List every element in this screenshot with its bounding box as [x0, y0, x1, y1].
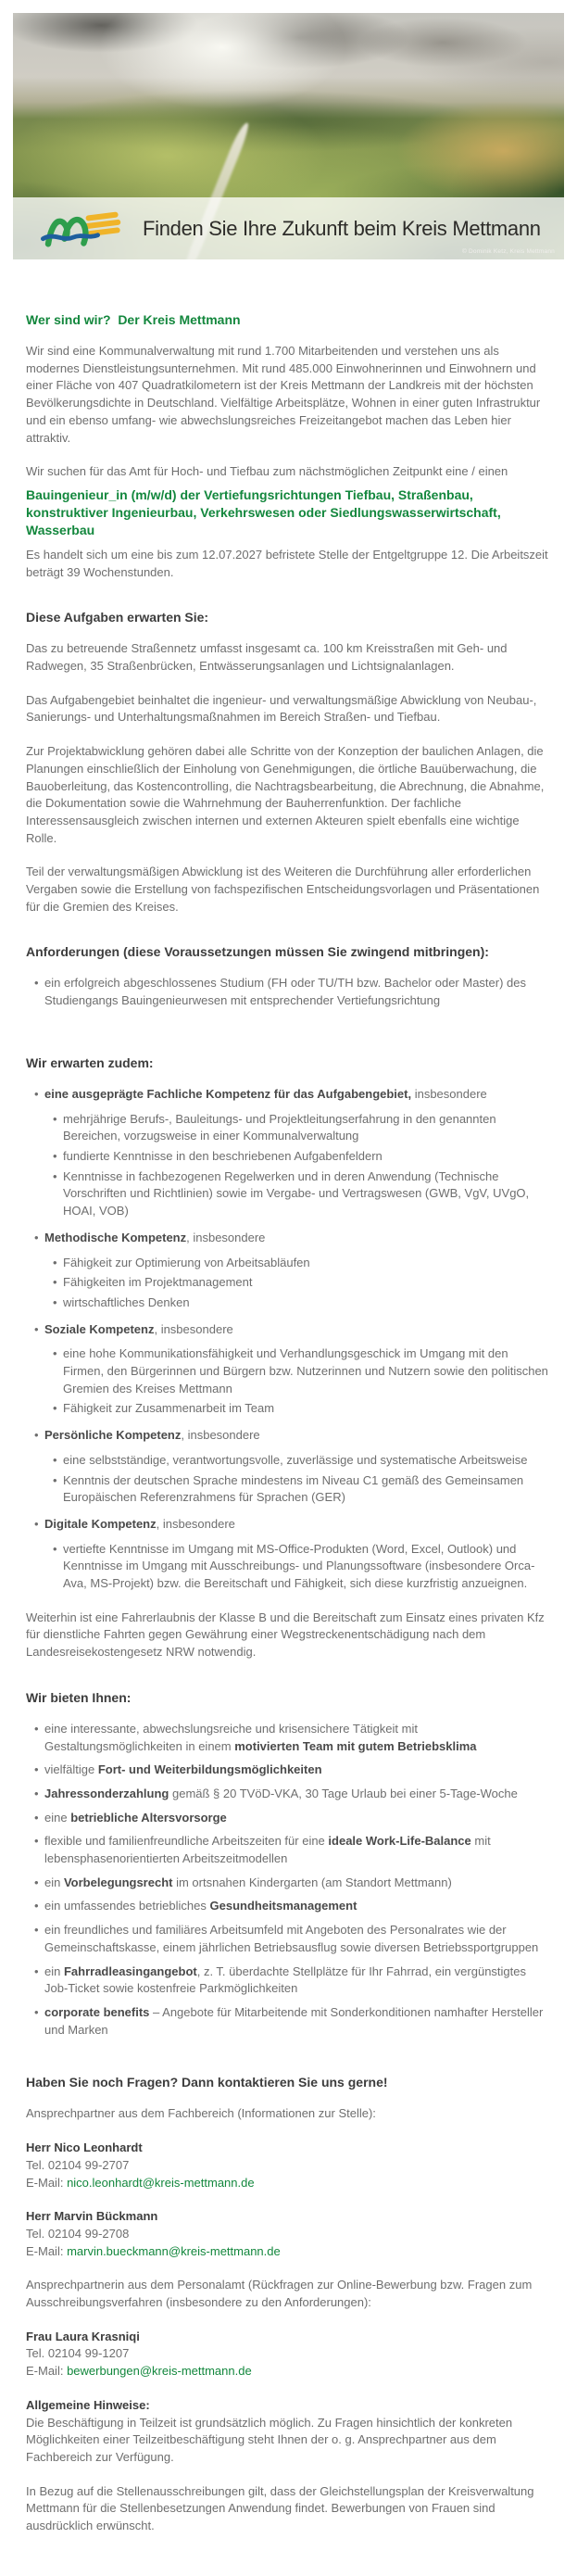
sub-list — [44, 1111, 549, 1220]
contact-email-line — [26, 2175, 549, 2192]
section-heading-expectations: Wir erwarten zudem: — [26, 1054, 154, 1070]
competency-rest: , insbesondere — [186, 1230, 266, 1244]
list-item: • eine hohe Kommunikationsfähigkeit und Verhandlungsgeschick im Umgang mit den Firmen, den Bürgerinnen und Bürgern bzw. Nutzerinnen und Nutzern sowie den politischen Gremien des Kreises Mettmann — [53, 1345, 549, 1397]
benefit-bold: Gesundheitsmanagement — [209, 1899, 357, 1913]
notes-heading: Allgemeine Hinweise: — [26, 2397, 150, 2412]
hero-tagline: Finden Sie Ihre Zukunft beim Kreis Mettmann — [143, 216, 541, 240]
list-item — [34, 1964, 549, 1998]
benefit-pre: flexible und familienfreundliche Arbeitszeiten für eine — [44, 1834, 329, 1849]
email-link[interactable]: nico.leonhardt@kreis-mettmann.de — [67, 2175, 255, 2190]
list-item — [34, 1762, 549, 1779]
list-item — [34, 1321, 549, 1419]
competency-rest: , insbesondere — [181, 1428, 260, 1443]
competency-rest: , insbesondere — [154, 1321, 233, 1336]
contact-person — [26, 2208, 549, 2260]
section-heading-requirements: Anforderungen (diese Voraussetzungen müssen Sie zwingend mitbringen): — [26, 944, 489, 960]
contact-intro-department: Ansprechpartner aus dem Fachbereich (Informationen zur Stelle): — [26, 2106, 376, 2121]
photo-credit: © Dominik Ketz, Kreis Mettmann — [461, 248, 555, 255]
notes-paragraph: Die Beschäftigung in Teilzeit ist grundsätzlich möglich. Zu Fragen hinsichtlich der konkreten Möglichkeiten einer Teilzeitbeschäftigung steht Ihnen der o. g. Ansprechpartner aus dem Fachbereich zur Verfügung. — [26, 2415, 513, 2464]
email-label: E-Mail: — [26, 2364, 68, 2379]
competency-title: Persönliche Kompetenz — [44, 1428, 182, 1443]
contact-name: Herr Marvin Bückmann — [26, 2209, 158, 2224]
contact-phone: Tel. 02104 99-1207 — [26, 2346, 130, 2361]
sub-list — [44, 1345, 549, 1418]
list-item: • Fähigkeiten im Projektmanagement — [53, 1274, 549, 1292]
benefit-post: gemäß § 20 TVöD-VKA, 30 Tage Urlaub bei einer 5-Tage-Woche — [169, 1786, 518, 1800]
list-item — [34, 1922, 549, 1956]
email-link[interactable]: marvin.bueckmann@kreis-mettmann.de — [67, 2243, 281, 2258]
benefit-pre: ein umfassendes betriebliches — [44, 1899, 210, 1913]
kreis-mettmann-logo — [41, 207, 130, 250]
benefit-bold: Fort- und Weiterbildungsmöglichkeiten — [97, 1762, 322, 1777]
competency-rest: , insbesondere — [156, 1516, 235, 1531]
tasks-paragraph: Zur Projektabwicklung gehören dabei alle Schritte von der Konzeption der baulichen Anlagen, die Planungen einschließlich der Einholung von Genehmigungen, die örtliche Bauüberwachung, die Bauoberleitung, das Kostencontrolling, die Nachtragsbearbeitung, die Abrechnung, die Abnahme, die Dokumentation sowie die Wahrnehmung der Bauherrenfunktion. Der fachliche Interessensausgleich zwischen internen und externen Akteuren spielt ebenfalls eine wichtige Rolle. — [26, 744, 545, 845]
benefit-pre: ein — [44, 1964, 64, 1978]
benefit-bold: corporate benefits — [44, 2005, 150, 2019]
contact-email-line — [26, 2243, 549, 2261]
job-title: Bauingenieur_in (m/w/d) der Vertiefungsrichtungen Tiefbau, Straßenbau, konstruktiver Ingenieurbau, Verkehrswesen oder Siedlungswasserwirtschaft, Wasserbau — [26, 486, 501, 537]
benefit-bold: ideale Work-Life-Balance — [328, 1834, 471, 1849]
list-item: • fundierte Kenntnisse in den beschriebenen Aufgabenfeldern — [53, 1148, 549, 1166]
list-item: • Fähigkeit zur Optimierung von Arbeitsabläufen — [53, 1255, 549, 1272]
benefit-bold: Jahressonderzahlung — [44, 1786, 169, 1800]
section-heading-tasks: Diese Aufgaben erwarten Sie: — [26, 610, 209, 625]
list-item — [34, 1786, 549, 1803]
tasks-paragraph: Teil der verwaltungsmäßigen Abwicklung ist des Weiteren die Durchführung aller erforderlichen Vergaben sowie die Erstellung von fachspezifischen Entscheidungsvorlagen und Präsentationen für die Gremien des Kreises. — [26, 865, 540, 914]
search-paragraph: Wir suchen für das Amt für Hoch- und Tiefbau zum nächstmöglichen Zeitpunkt eine / einen — [26, 464, 508, 479]
notes-paragraph: In Bezug auf die Stellenausschreibungen gilt, dass der Gleichstellungsplan der Kreisverwaltung Mettmann für die Stellenbesetzungen Anwendung findet. Bewerbungen von Frauen sind ausdrücklich erwünscht. — [26, 2483, 534, 2533]
list-item — [34, 1875, 549, 1892]
list-item: • mehrjährige Berufs-, Bauleitungs- und Projektleitungserfahrung in den genannten Bereichen, vorzugsweise in einer Kommunalverwaltung — [53, 1111, 549, 1145]
benefit-pre: eine interessante, abwechslungsreiche und krisensichere Tätigkeit mit Gestaltungsmöglichkeiten in einem — [44, 1721, 418, 1753]
list-item: • vertiefte Kenntnisse im Umgang mit MS-Office-Produkten (Word, Excel, Outlook) und Kenntnisse im Umgang mit Ausschreibungs- und Planungssoftware (insbesondere Orca-Ava, MS-Projekt) bzw. die Bereitschaft und Fähigkeit, sich diese kurzfristig anzueignen. — [53, 1541, 549, 1593]
list-item — [34, 1230, 549, 1312]
sub-list — [44, 1255, 549, 1312]
list-item — [34, 1086, 549, 1220]
list-item: • eine selbstständige, verantwortungsvolle, zuverlässige und systematische Arbeitsweise — [53, 1452, 549, 1470]
benefit-post: im ortsnahen Kindergarten (am Standort Mettmann) — [172, 1875, 452, 1889]
section-heading-contact: Haben Sie noch Fragen? Dann kontaktieren Sie uns gerne! — [26, 2075, 388, 2090]
contact-name: Frau Laura Krasniqi — [26, 2329, 140, 2343]
benefit-bold: Vorbelegungsrecht — [63, 1875, 173, 1889]
job-posting-page — [0, 13, 577, 2576]
hero-photo — [13, 13, 564, 259]
list-item — [34, 1516, 549, 1593]
benefits-list — [26, 1721, 549, 2039]
contact-person — [26, 2329, 549, 2380]
list-item: • Kenntnis der deutschen Sprache mindestens im Niveau C1 gemäß des Gemeinsamen Europäischen Referenzrahmens für Sprachen (GER) — [53, 1472, 549, 1507]
list-item — [34, 1721, 549, 1755]
benefit-pre: ein freundliches und familiäres Arbeitsumfeld mit Angeboten des Personalrates wie der Gemeinschaftskasse, einem jährlichen Betriebsausflug sowie diversen Betriebssportgruppen — [44, 1923, 539, 1954]
driving-license-paragraph: Weiterhin ist eine Fahrerlaubnis der Klasse B und die Bereitschaft zum Einsatz eines privaten Kfz für dienstliche Fahrten gegen Gewährung einer Wegstreckenentschädigung nach dem Landesreisekostengesetz NRW notwendig. — [26, 1610, 545, 1660]
requirements-list — [26, 975, 549, 1009]
email-label: E-Mail: — [26, 2243, 68, 2258]
contact-person — [26, 2140, 549, 2191]
benefit-pre: vielfältige — [44, 1762, 98, 1777]
competency-rest: insbesondere — [411, 1086, 487, 1101]
tasks-paragraph: Das zu betreuende Straßennetz umfasst insgesamt ca. 100 km Kreisstraßen mit Geh- und Radwegen, 35 Straßenbrücken, Entwässerungsanlagen und Lichtsignalanlagen. — [26, 641, 508, 674]
competency-title: Soziale Kompetenz — [44, 1321, 155, 1336]
section-heading-who-we-are: Wer sind wir? Der Kreis Mettmann — [26, 312, 241, 327]
benefit-post: , z. T. überdachte Stellplätze für Ihr Fahrrad, ein vergünstigtes Job-Ticket sowie kostenfreie Parkmöglichkeiten — [44, 1964, 526, 1996]
sub-list — [44, 1541, 549, 1593]
benefit-post: mit lebensphasenorientierten Arbeitszeitmodellen — [44, 1834, 491, 1866]
benefit-bold: betriebliche Altersvorsorge — [70, 1810, 227, 1825]
contract-paragraph: Es handelt sich um eine bis zum 12.07.2027 befristete Stelle der Entgeltgruppe 12. Die Arbeitszeit beträgt 39 Wochenstunden. — [26, 547, 548, 579]
contact-name: Herr Nico Leonhardt — [26, 2140, 143, 2155]
contact-phone: Tel. 02104 99-2708 — [26, 2226, 130, 2241]
contact-email-line — [26, 2363, 549, 2380]
list-item — [34, 1427, 549, 1507]
list-item — [34, 1833, 549, 1867]
intro-paragraph: Wir sind eine Kommunalverwaltung mit rund 1.700 Mitarbeitenden und verstehen uns als modernes Dienstleistungsunternehmen. Mit rund 485.000 Einwohnerinnen und Einwohnern und einer Fläche von 407 Quadratkilometern ist der Kreis Mettmann der Landkreis mit der höchsten Bevölkerungsdichte in Deutschland. Vielfältige Arbeitsplätze, Wohnen in einer guten Infrastruktur und ein ebenso umfang- wie abwechslungsreiches Freizeitangebot machen das Leben hier attraktiv. — [26, 344, 541, 445]
main-content — [0, 272, 577, 2535]
list-item: • ein erfolgreich abgeschlossenes Studium (FH oder TU/TH bzw. Bachelor oder Master) des Studiengangs Bauingenieurwesen mit entsprechender Vertiefungsrichtung — [34, 975, 549, 1009]
list-item: • wirtschaftliches Denken — [53, 1294, 549, 1312]
list-item: • Kenntnisse in fachbezogenen Regelwerken und in deren Anwendung (Technische Vorschriften und Richtlinien) sowie im Vergabe- und Vertragswesen (GWB, VgV, UVgO, HOAI, VOB) — [53, 1168, 549, 1220]
competency-title: eine ausgeprägte Fachliche Kompetenz für das Aufgabengebiet, — [44, 1086, 412, 1101]
list-item — [34, 2004, 549, 2039]
list-item — [34, 1898, 549, 1915]
list-item — [34, 1810, 549, 1827]
section-heading-benefits: Wir bieten Ihnen: — [26, 1689, 132, 1705]
expectations-list — [26, 1086, 549, 1593]
tasks-paragraph: Das Aufgabengebiet beinhaltet die ingenieur- und verwaltungsmäßige Abwicklung von Neubau-, Sanierungs- und Unterhaltungsmaßnahmen im Bereich Straßen- und Tiefbau. — [26, 692, 537, 725]
benefit-bold: motivierten Team mit gutem Betriebsklima — [234, 1738, 477, 1753]
benefit-post: – Angebote für Mitarbeitende mit Sonderkonditionen namhafter Hersteller und Marken — [44, 2005, 544, 2037]
benefit-bold: Fahrradleasingangebot — [63, 1964, 197, 1978]
sub-list — [44, 1452, 549, 1507]
list-item: • Fähigkeit zur Zusammenarbeit im Team — [53, 1400, 549, 1418]
competency-title: Methodische Kompetenz — [44, 1230, 187, 1244]
email-link[interactable]: bewerbungen@kreis-mettmann.de — [67, 2364, 252, 2379]
benefit-pre: ein — [44, 1875, 64, 1889]
competency-title: Digitale Kompetenz — [44, 1516, 157, 1531]
email-label: E-Mail: — [26, 2175, 68, 2190]
contact-intro-hr: Ansprechpartnerin aus dem Personalamt (Rückfragen zur Online-Bewerbung bzw. Fragen zum Ausschreibungsverfahren (insbesondere zu den Anforderungen): — [26, 2278, 533, 2310]
contact-phone: Tel. 02104 99-2707 — [26, 2157, 130, 2172]
benefit-pre: eine — [44, 1810, 71, 1825]
